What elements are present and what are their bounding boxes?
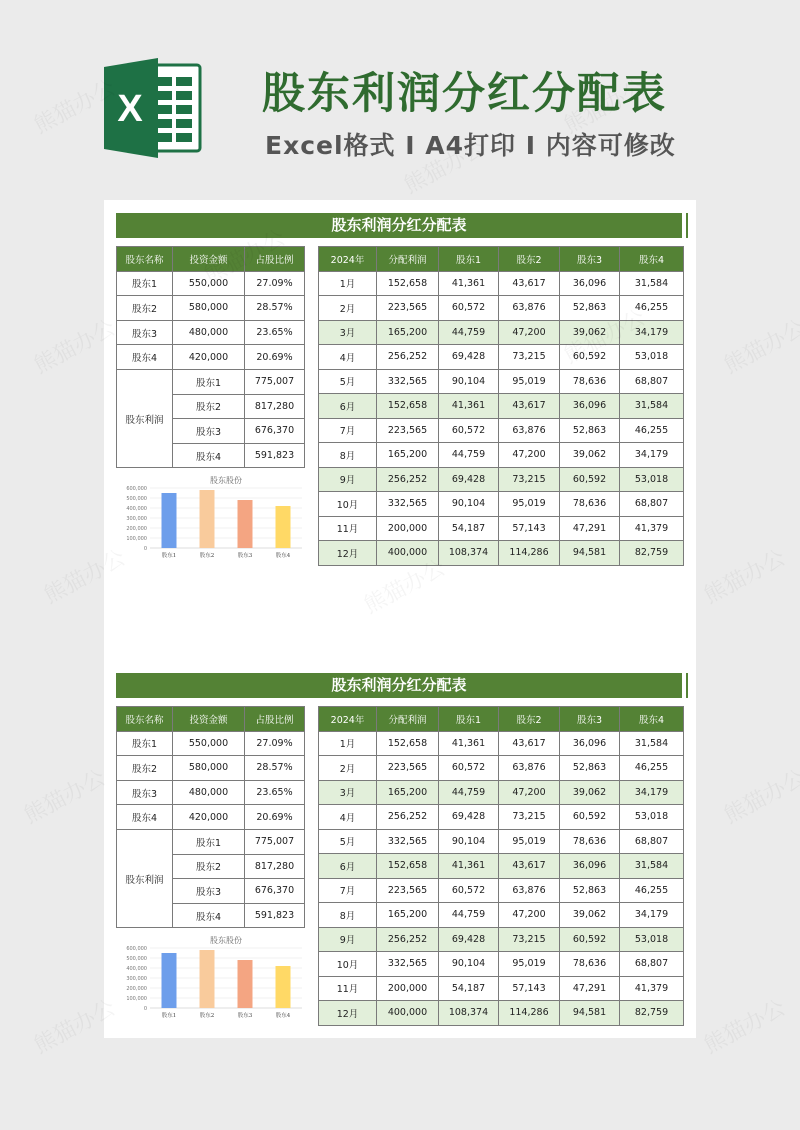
table-cell: 95,019 xyxy=(499,829,560,854)
table-cell: 817,280 xyxy=(245,394,305,419)
table-cell: 165,200 xyxy=(377,903,439,928)
profit-label-cell: 股东利润 xyxy=(117,369,173,467)
table-row xyxy=(319,467,684,492)
table-cell: 420,000 xyxy=(173,345,245,370)
table-cell: 580,000 xyxy=(173,756,245,781)
shareholding-chart xyxy=(116,934,304,1024)
table-row xyxy=(319,780,684,805)
table-cell: 152,658 xyxy=(377,854,439,879)
table-cell: 31,584 xyxy=(620,731,684,756)
table-cell: 27.09% xyxy=(245,731,305,756)
table-cell: 34,179 xyxy=(620,320,684,345)
shareholder-header-row xyxy=(117,707,305,732)
table-cell: 256,252 xyxy=(377,467,439,492)
table-cell: 52,863 xyxy=(560,756,620,781)
y-tick-label: 200,000 xyxy=(126,526,147,532)
table-cell: 31,584 xyxy=(620,394,684,419)
table-cell: 78,636 xyxy=(560,492,620,517)
table-cell: 90,104 xyxy=(439,829,499,854)
table-row xyxy=(319,296,684,321)
col-header: 股东2 xyxy=(499,247,560,272)
chart-svg xyxy=(116,934,304,1024)
table-cell: 股东3 xyxy=(173,879,245,904)
table-cell: 90,104 xyxy=(439,492,499,517)
y-tick-label: 100,000 xyxy=(126,536,147,542)
table-cell: 95,019 xyxy=(499,952,560,977)
y-tick-label: 300,000 xyxy=(126,516,147,522)
table-row xyxy=(117,271,305,296)
table-cell: 股东3 xyxy=(117,780,173,805)
table-cell: 46,255 xyxy=(620,296,684,321)
table-cell: 108,374 xyxy=(439,1001,499,1026)
x-tick-label: 股东1 xyxy=(161,1013,177,1019)
table-cell: 36,096 xyxy=(560,854,620,879)
monthly-distribution-table xyxy=(318,246,684,566)
table-cell: 68,807 xyxy=(620,952,684,977)
table-cell: 60,592 xyxy=(560,805,620,830)
table-cell: 4月 xyxy=(319,345,377,370)
table-cell: 82,759 xyxy=(620,541,684,566)
table-row xyxy=(319,903,684,928)
table-cell: 8月 xyxy=(319,903,377,928)
table-cell: 68,807 xyxy=(620,492,684,517)
y-tick-label: 200,000 xyxy=(126,986,147,992)
table-cell: 31,584 xyxy=(620,854,684,879)
y-tick-label: 0 xyxy=(143,1006,147,1012)
table-cell: 28.57% xyxy=(245,756,305,781)
table-cell: 52,863 xyxy=(560,296,620,321)
table-cell: 94,581 xyxy=(560,1001,620,1026)
table-cell: 47,291 xyxy=(560,516,620,541)
table-row xyxy=(319,443,684,468)
spreadsheet-preview xyxy=(104,200,696,1038)
table-cell: 591,823 xyxy=(245,903,305,928)
table-row xyxy=(117,780,305,805)
table-cell: 332,565 xyxy=(377,829,439,854)
table-cell: 41,379 xyxy=(620,516,684,541)
logo-letter: X xyxy=(117,88,143,130)
table-cell: 73,215 xyxy=(499,467,560,492)
table-row xyxy=(117,320,305,345)
table-cell: 9月 xyxy=(319,467,377,492)
shareholder-table xyxy=(116,706,305,928)
table-cell: 223,565 xyxy=(377,878,439,903)
table-row xyxy=(319,878,684,903)
table-row xyxy=(319,805,684,830)
col-header: 投资金额 xyxy=(173,707,245,732)
bar-3 xyxy=(238,500,253,548)
table-cell: 39,062 xyxy=(560,320,620,345)
table-cell: 78,636 xyxy=(560,829,620,854)
col-header: 股东4 xyxy=(620,707,684,732)
table-row xyxy=(319,369,684,394)
table-cell: 60,592 xyxy=(560,345,620,370)
table-row xyxy=(319,829,684,854)
col-header: 分配利润 xyxy=(377,707,439,732)
watermark xyxy=(698,991,790,1060)
x-tick-label: 股东3 xyxy=(237,553,253,559)
col-header: 2024年 xyxy=(319,247,377,272)
table-cell: 43,617 xyxy=(499,394,560,419)
chart-title: 股东股份 xyxy=(210,936,242,945)
table-cell: 47,200 xyxy=(499,903,560,928)
table-cell: 44,759 xyxy=(439,320,499,345)
table-cell: 5月 xyxy=(319,369,377,394)
table-cell: 47,200 xyxy=(499,780,560,805)
watermark xyxy=(698,541,790,610)
sheet-title: 股东利润分红分配表 xyxy=(116,673,686,698)
col-header: 投资金额 xyxy=(173,247,245,272)
table-cell: 152,658 xyxy=(377,731,439,756)
col-header: 分配利润 xyxy=(377,247,439,272)
table-cell: 3月 xyxy=(319,780,377,805)
table-cell: 股东2 xyxy=(173,854,245,879)
table-cell: 775,007 xyxy=(245,369,305,394)
col-header: 占股比例 xyxy=(245,247,305,272)
x-tick-label: 股东4 xyxy=(275,553,291,559)
col-header: 股东2 xyxy=(499,707,560,732)
y-tick-label: 600,000 xyxy=(126,946,147,952)
table-cell: 股东4 xyxy=(173,903,245,928)
table-cell: 165,200 xyxy=(377,320,439,345)
table-cell: 223,565 xyxy=(377,418,439,443)
table-cell: 股东2 xyxy=(117,296,173,321)
table-cell: 44,759 xyxy=(439,903,499,928)
bar-2 xyxy=(200,950,215,1008)
shareholding-chart xyxy=(116,474,304,564)
table-cell: 480,000 xyxy=(173,780,245,805)
table-cell: 69,428 xyxy=(439,345,499,370)
table-cell: 股东1 xyxy=(173,369,245,394)
bar-1 xyxy=(162,493,177,548)
table-cell: 54,187 xyxy=(439,976,499,1001)
table-row xyxy=(319,854,684,879)
table-row xyxy=(319,492,684,517)
table-cell: 34,179 xyxy=(620,443,684,468)
table-cell: 78,636 xyxy=(560,952,620,977)
y-tick-label: 500,000 xyxy=(126,496,147,502)
table-row xyxy=(319,418,684,443)
table-cell: 39,062 xyxy=(560,903,620,928)
bar-4 xyxy=(276,966,291,1008)
table-cell: 11月 xyxy=(319,976,377,1001)
table-cell: 63,876 xyxy=(499,756,560,781)
table-cell: 68,807 xyxy=(620,369,684,394)
table-cell: 44,759 xyxy=(439,443,499,468)
table-cell: 股东3 xyxy=(173,419,245,444)
table-cell: 47,200 xyxy=(499,443,560,468)
table-cell: 41,361 xyxy=(439,731,499,756)
table-cell: 44,759 xyxy=(439,780,499,805)
table-row xyxy=(319,541,684,566)
y-tick-label: 500,000 xyxy=(126,956,147,962)
table-cell: 3月 xyxy=(319,320,377,345)
table-row xyxy=(117,369,305,394)
table-cell: 90,104 xyxy=(439,952,499,977)
table-cell: 20.69% xyxy=(245,805,305,830)
table-cell: 73,215 xyxy=(499,345,560,370)
table-cell: 36,096 xyxy=(560,271,620,296)
col-header: 股东3 xyxy=(560,707,620,732)
table-cell: 股东1 xyxy=(117,731,173,756)
table-row xyxy=(319,976,684,1001)
table-cell: 53,018 xyxy=(620,345,684,370)
y-tick-label: 400,000 xyxy=(126,966,147,972)
table-cell: 12月 xyxy=(319,1001,377,1026)
table-cell: 90,104 xyxy=(439,369,499,394)
table-cell: 332,565 xyxy=(377,369,439,394)
table-cell: 41,379 xyxy=(620,976,684,1001)
table-cell: 420,000 xyxy=(173,805,245,830)
table-cell: 6月 xyxy=(319,394,377,419)
x-tick-label: 股东2 xyxy=(199,553,215,559)
table-cell: 108,374 xyxy=(439,541,499,566)
table-cell: 200,000 xyxy=(377,516,439,541)
table-cell: 60,572 xyxy=(439,756,499,781)
table-cell: 53,018 xyxy=(620,927,684,952)
table-cell: 256,252 xyxy=(377,805,439,830)
table-cell: 63,876 xyxy=(499,296,560,321)
table-row xyxy=(319,394,684,419)
table-cell: 73,215 xyxy=(499,927,560,952)
table-row xyxy=(117,829,305,854)
y-tick-label: 0 xyxy=(143,546,147,552)
table-row xyxy=(319,731,684,756)
table-cell: 332,565 xyxy=(377,492,439,517)
table-cell: 11月 xyxy=(319,516,377,541)
table-cell: 股东4 xyxy=(173,443,245,468)
table-cell: 60,572 xyxy=(439,296,499,321)
table-row xyxy=(319,1001,684,1026)
table-cell: 4月 xyxy=(319,805,377,830)
shareholder-header-row xyxy=(117,247,305,272)
table-cell: 9月 xyxy=(319,927,377,952)
table-cell: 400,000 xyxy=(377,1001,439,1026)
table-cell: 165,200 xyxy=(377,780,439,805)
table-cell: 8月 xyxy=(319,443,377,468)
y-tick-label: 300,000 xyxy=(126,976,147,982)
table-cell: 775,007 xyxy=(245,829,305,854)
chart-title: 股东股份 xyxy=(210,476,242,485)
table-row xyxy=(319,927,684,952)
table-cell: 550,000 xyxy=(173,271,245,296)
table-row xyxy=(117,296,305,321)
profit-label-cell: 股东利润 xyxy=(117,829,173,927)
table-cell: 43,617 xyxy=(499,731,560,756)
table-cell: 2月 xyxy=(319,756,377,781)
col-header: 股东名称 xyxy=(117,707,173,732)
chart-svg xyxy=(116,474,304,564)
shareholder-table xyxy=(116,246,305,468)
col-header: 占股比例 xyxy=(245,707,305,732)
page-subtitle: Excel格式 I A4打印 I 内容可修改 xyxy=(265,131,676,160)
x-tick-label: 股东3 xyxy=(237,1013,253,1019)
table-cell: 165,200 xyxy=(377,443,439,468)
table-cell: 43,617 xyxy=(499,271,560,296)
table-cell: 332,565 xyxy=(377,952,439,977)
table-cell: 1月 xyxy=(319,271,377,296)
table-cell: 股东3 xyxy=(117,320,173,345)
table-cell: 20.69% xyxy=(245,345,305,370)
table-cell: 400,000 xyxy=(377,541,439,566)
page-title: 股东利润分红分配表 xyxy=(262,69,667,119)
table-cell: 46,255 xyxy=(620,756,684,781)
col-header: 股东名称 xyxy=(117,247,173,272)
table-cell: 480,000 xyxy=(173,320,245,345)
y-tick-label: 100,000 xyxy=(126,996,147,1002)
table-cell: 73,215 xyxy=(499,805,560,830)
watermark xyxy=(718,761,800,830)
table-cell: 39,062 xyxy=(560,780,620,805)
y-tick-label: 600,000 xyxy=(126,486,147,492)
table-cell: 27.09% xyxy=(245,271,305,296)
table-cell: 2月 xyxy=(319,296,377,321)
table-cell: 591,823 xyxy=(245,443,305,468)
col-header: 股东3 xyxy=(560,247,620,272)
table-cell: 63,876 xyxy=(499,418,560,443)
table-cell: 256,252 xyxy=(377,927,439,952)
table-cell: 31,584 xyxy=(620,271,684,296)
table-cell: 95,019 xyxy=(499,369,560,394)
table-cell: 114,286 xyxy=(499,1001,560,1026)
table-row xyxy=(319,952,684,977)
table-cell: 10月 xyxy=(319,952,377,977)
monthly-distribution-table xyxy=(318,706,684,1026)
table-cell: 550,000 xyxy=(173,731,245,756)
bar-4 xyxy=(276,506,291,548)
table-row xyxy=(117,345,305,370)
table-cell: 200,000 xyxy=(377,976,439,1001)
table-cell: 股东4 xyxy=(117,345,173,370)
table-cell: 60,572 xyxy=(439,878,499,903)
col-header: 股东1 xyxy=(439,247,499,272)
table-cell: 60,572 xyxy=(439,418,499,443)
table-cell: 股东2 xyxy=(173,394,245,419)
table-cell: 69,428 xyxy=(439,805,499,830)
x-tick-label: 股东2 xyxy=(199,1013,215,1019)
table-row xyxy=(319,271,684,296)
table-cell: 46,255 xyxy=(620,418,684,443)
table-cell: 23.65% xyxy=(245,320,305,345)
table-cell: 股东1 xyxy=(117,271,173,296)
monthly-header-row xyxy=(319,247,684,272)
table-cell: 68,807 xyxy=(620,829,684,854)
table-cell: 34,179 xyxy=(620,780,684,805)
table-row xyxy=(319,756,684,781)
table-cell: 36,096 xyxy=(560,731,620,756)
table-cell: 82,759 xyxy=(620,1001,684,1026)
table-cell: 580,000 xyxy=(173,296,245,321)
table-cell: 23.65% xyxy=(245,780,305,805)
table-cell: 34,179 xyxy=(620,903,684,928)
excel-logo-icon xyxy=(100,55,208,161)
table-cell: 52,863 xyxy=(560,878,620,903)
table-cell: 10月 xyxy=(319,492,377,517)
table-cell: 54,187 xyxy=(439,516,499,541)
table-cell: 12月 xyxy=(319,541,377,566)
table-cell: 60,592 xyxy=(560,467,620,492)
table-cell: 28.57% xyxy=(245,296,305,321)
table-cell: 股东4 xyxy=(117,805,173,830)
y-tick-label: 400,000 xyxy=(126,506,147,512)
table-cell: 60,592 xyxy=(560,927,620,952)
col-header: 股东4 xyxy=(620,247,684,272)
table-cell: 114,286 xyxy=(499,541,560,566)
table-cell: 676,370 xyxy=(245,879,305,904)
table-cell: 39,062 xyxy=(560,443,620,468)
x-tick-label: 股东1 xyxy=(161,553,177,559)
table-cell: 53,018 xyxy=(620,805,684,830)
table-cell: 817,280 xyxy=(245,854,305,879)
monthly-header-row xyxy=(319,707,684,732)
table-cell: 69,428 xyxy=(439,467,499,492)
table-cell: 78,636 xyxy=(560,369,620,394)
table-cell: 1月 xyxy=(319,731,377,756)
table-cell: 57,143 xyxy=(499,976,560,1001)
table-row xyxy=(319,516,684,541)
bar-1 xyxy=(162,953,177,1008)
table-cell: 股东2 xyxy=(117,756,173,781)
table-row xyxy=(117,805,305,830)
table-cell: 41,361 xyxy=(439,854,499,879)
table-cell: 152,658 xyxy=(377,271,439,296)
x-tick-label: 股东4 xyxy=(275,1013,291,1019)
table-cell: 69,428 xyxy=(439,927,499,952)
table-cell: 63,876 xyxy=(499,878,560,903)
page-header xyxy=(0,0,800,200)
table-cell: 7月 xyxy=(319,878,377,903)
table-cell: 676,370 xyxy=(245,419,305,444)
table-cell: 95,019 xyxy=(499,492,560,517)
table-cell: 股东1 xyxy=(173,829,245,854)
table-cell: 223,565 xyxy=(377,756,439,781)
table-cell: 94,581 xyxy=(560,541,620,566)
table-row xyxy=(319,320,684,345)
table-cell: 41,361 xyxy=(439,271,499,296)
watermark xyxy=(718,311,800,380)
table-cell: 223,565 xyxy=(377,296,439,321)
table-cell: 36,096 xyxy=(560,394,620,419)
bar-3 xyxy=(238,960,253,1008)
table-cell: 47,200 xyxy=(499,320,560,345)
table-cell: 52,863 xyxy=(560,418,620,443)
col-header: 2024年 xyxy=(319,707,377,732)
table-cell: 46,255 xyxy=(620,878,684,903)
table-cell: 43,617 xyxy=(499,854,560,879)
table-cell: 41,361 xyxy=(439,394,499,419)
sheet-title: 股东利润分红分配表 xyxy=(116,213,686,238)
table-row xyxy=(319,345,684,370)
bar-2 xyxy=(200,490,215,548)
table-cell: 5月 xyxy=(319,829,377,854)
table-row xyxy=(117,731,305,756)
watermark xyxy=(18,761,110,830)
table-row xyxy=(117,756,305,781)
table-cell: 152,658 xyxy=(377,394,439,419)
table-cell: 7月 xyxy=(319,418,377,443)
table-cell: 53,018 xyxy=(620,467,684,492)
table-cell: 47,291 xyxy=(560,976,620,1001)
table-cell: 57,143 xyxy=(499,516,560,541)
table-cell: 256,252 xyxy=(377,345,439,370)
table-cell: 6月 xyxy=(319,854,377,879)
col-header: 股东1 xyxy=(439,707,499,732)
